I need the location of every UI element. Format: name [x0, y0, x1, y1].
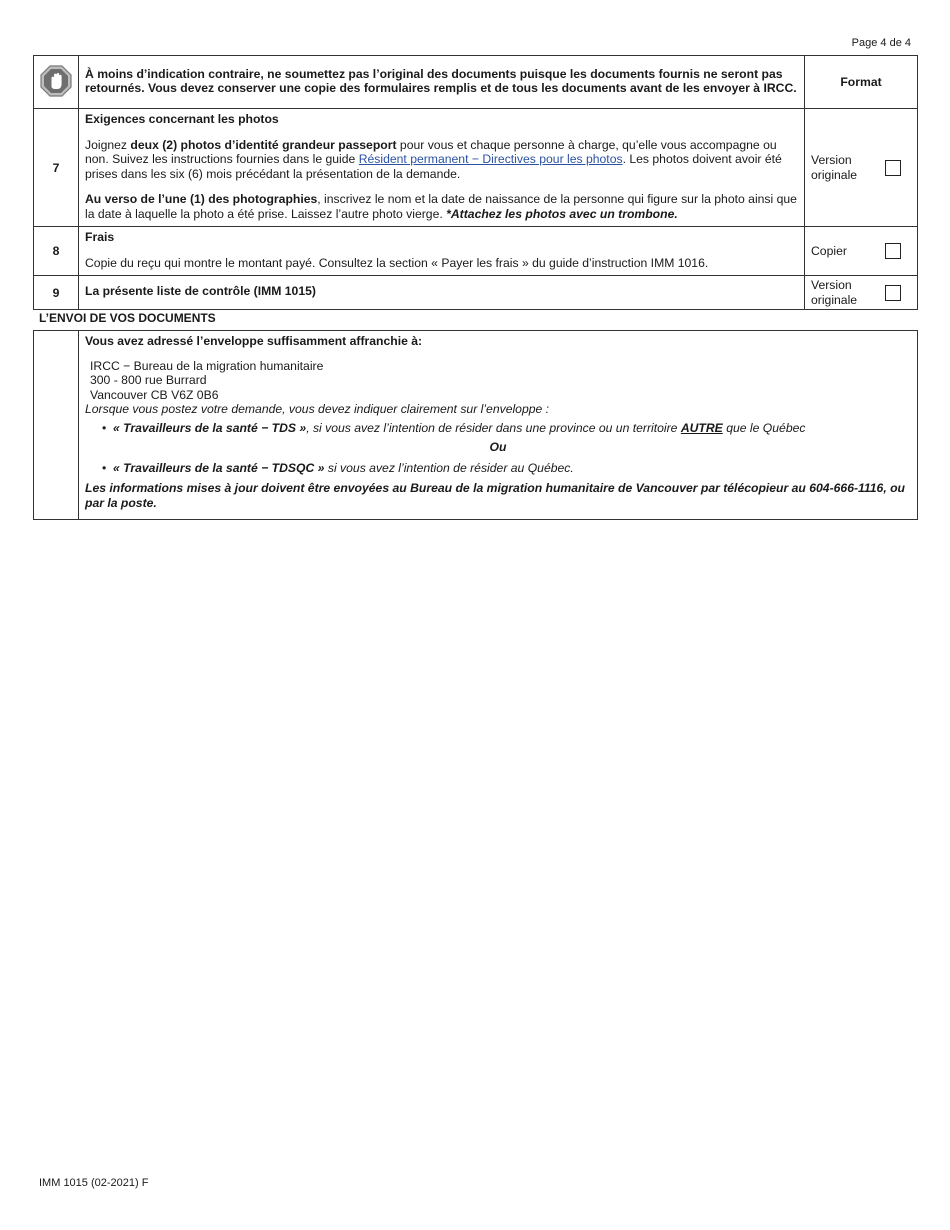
- item-title: Exigences concernant les photos: [85, 112, 279, 126]
- item-description: [79, 109, 805, 227]
- envelope-instruction: Lorsque vous postez votre demande, vous devez indiquer clairement sur l’enveloppe :: [85, 402, 550, 416]
- list-item: • « Travailleurs de la santé − TDSQC » si vous avez l’intention de résider au Québec.: [113, 461, 911, 476]
- fees-text: Copie du reçu qui montre le montant payé. Consultez la section « Payer les frais » du guide d’instruction IMM 1016.: [85, 255, 709, 270]
- photos-paragraph-2: Au verso de l’une (1) des photographies, inscrivez le nom et la date de naissance de la personne qui figure sur la photo ainsi que la date à laquelle la photo a été prise. Laissez l’autre photo vierge. *Attachez les photos avec un trombone.: [85, 192, 797, 221]
- sending-row: [34, 331, 918, 520]
- list-item: • « Travailleurs de la santé − TDS », si vous avez l’intention de résider dans une province ou un territoire AUTRE que le Québec: [113, 421, 911, 436]
- address-line: 300 - 800 rue Burrard: [90, 373, 207, 387]
- item-row-checklist: [34, 276, 918, 310]
- checkbox-checklist[interactable]: [885, 285, 901, 301]
- envelope-labels: [85, 421, 911, 436]
- format-label: Version originale: [811, 152, 858, 182]
- format-cell: [805, 227, 918, 276]
- format-label: Version originale: [811, 277, 858, 307]
- address-line: IRCC − Bureau de la migration humanitaire: [90, 358, 324, 373]
- section-heading: L’ENVOI DE VOS DOCUMENTS: [39, 311, 216, 325]
- sending-content: [79, 331, 918, 520]
- photo-guide-link[interactable]: Résident permanent − Directives pour les photos: [358, 152, 623, 166]
- item-title: La présente liste de contrôle (IMM 1015): [79, 276, 805, 310]
- closing-note: Les informations mises à jour doivent être envoyées au Bureau de la migration humanitaire de Vancouver par télécopieur au 604-666-1116, ou par la poste.: [85, 481, 905, 510]
- checkbox-fees[interactable]: [885, 243, 901, 259]
- notice-icon-cell: [34, 56, 79, 109]
- checkbox-photos[interactable]: [885, 160, 901, 176]
- notice-row: [34, 56, 918, 109]
- address-line: Vancouver CB V6Z 0B6: [90, 387, 219, 402]
- photos-paragraph-1: Joignez deux (2) photos d’identité grandeur passeport pour vous et chaque personne à charge, qu’elle vous accompagne ou non. Suivez les instructions fournies dans le guide Résident permanent − Directives pour les photos. Les photos doivent avoir été prises dans les six (6) mois précédant la présentation de la demande.: [85, 137, 782, 181]
- stop-hand-icon: [40, 65, 72, 97]
- format-cell: [805, 276, 918, 310]
- form-code-footer: IMM 1015 (02-2021) F: [39, 1177, 149, 1189]
- format-label: Copier: [811, 243, 847, 258]
- or-separator: Ou: [489, 440, 507, 454]
- notice-text: À moins d’indication contraire, ne soumettez pas l’original des documents puisque les documents fournis ne seront pas retournés. Vous devez conserver une copie des formulaires remplis et de tous les documents avant de les envoyer à IRCC.: [79, 56, 805, 109]
- item-number: 7: [34, 109, 79, 227]
- item-description: [79, 227, 805, 276]
- format-cell: [805, 109, 918, 227]
- item-title: Frais: [85, 230, 115, 244]
- item-row-photos: [34, 109, 918, 227]
- item-row-fees: [34, 227, 918, 276]
- page-number: Page 4 de 4: [851, 37, 911, 49]
- checklist-table: [33, 55, 918, 310]
- format-header: Format: [805, 56, 918, 109]
- sending-table: [33, 330, 918, 520]
- empty-cell: [34, 331, 79, 520]
- envelope-labels: [85, 461, 911, 476]
- mailing-address: [85, 359, 911, 403]
- item-number: 8: [34, 227, 79, 276]
- sending-intro: Vous avez adressé l’enveloppe suffisamment affranchie à:: [85, 334, 423, 348]
- item-number: 9: [34, 276, 79, 310]
